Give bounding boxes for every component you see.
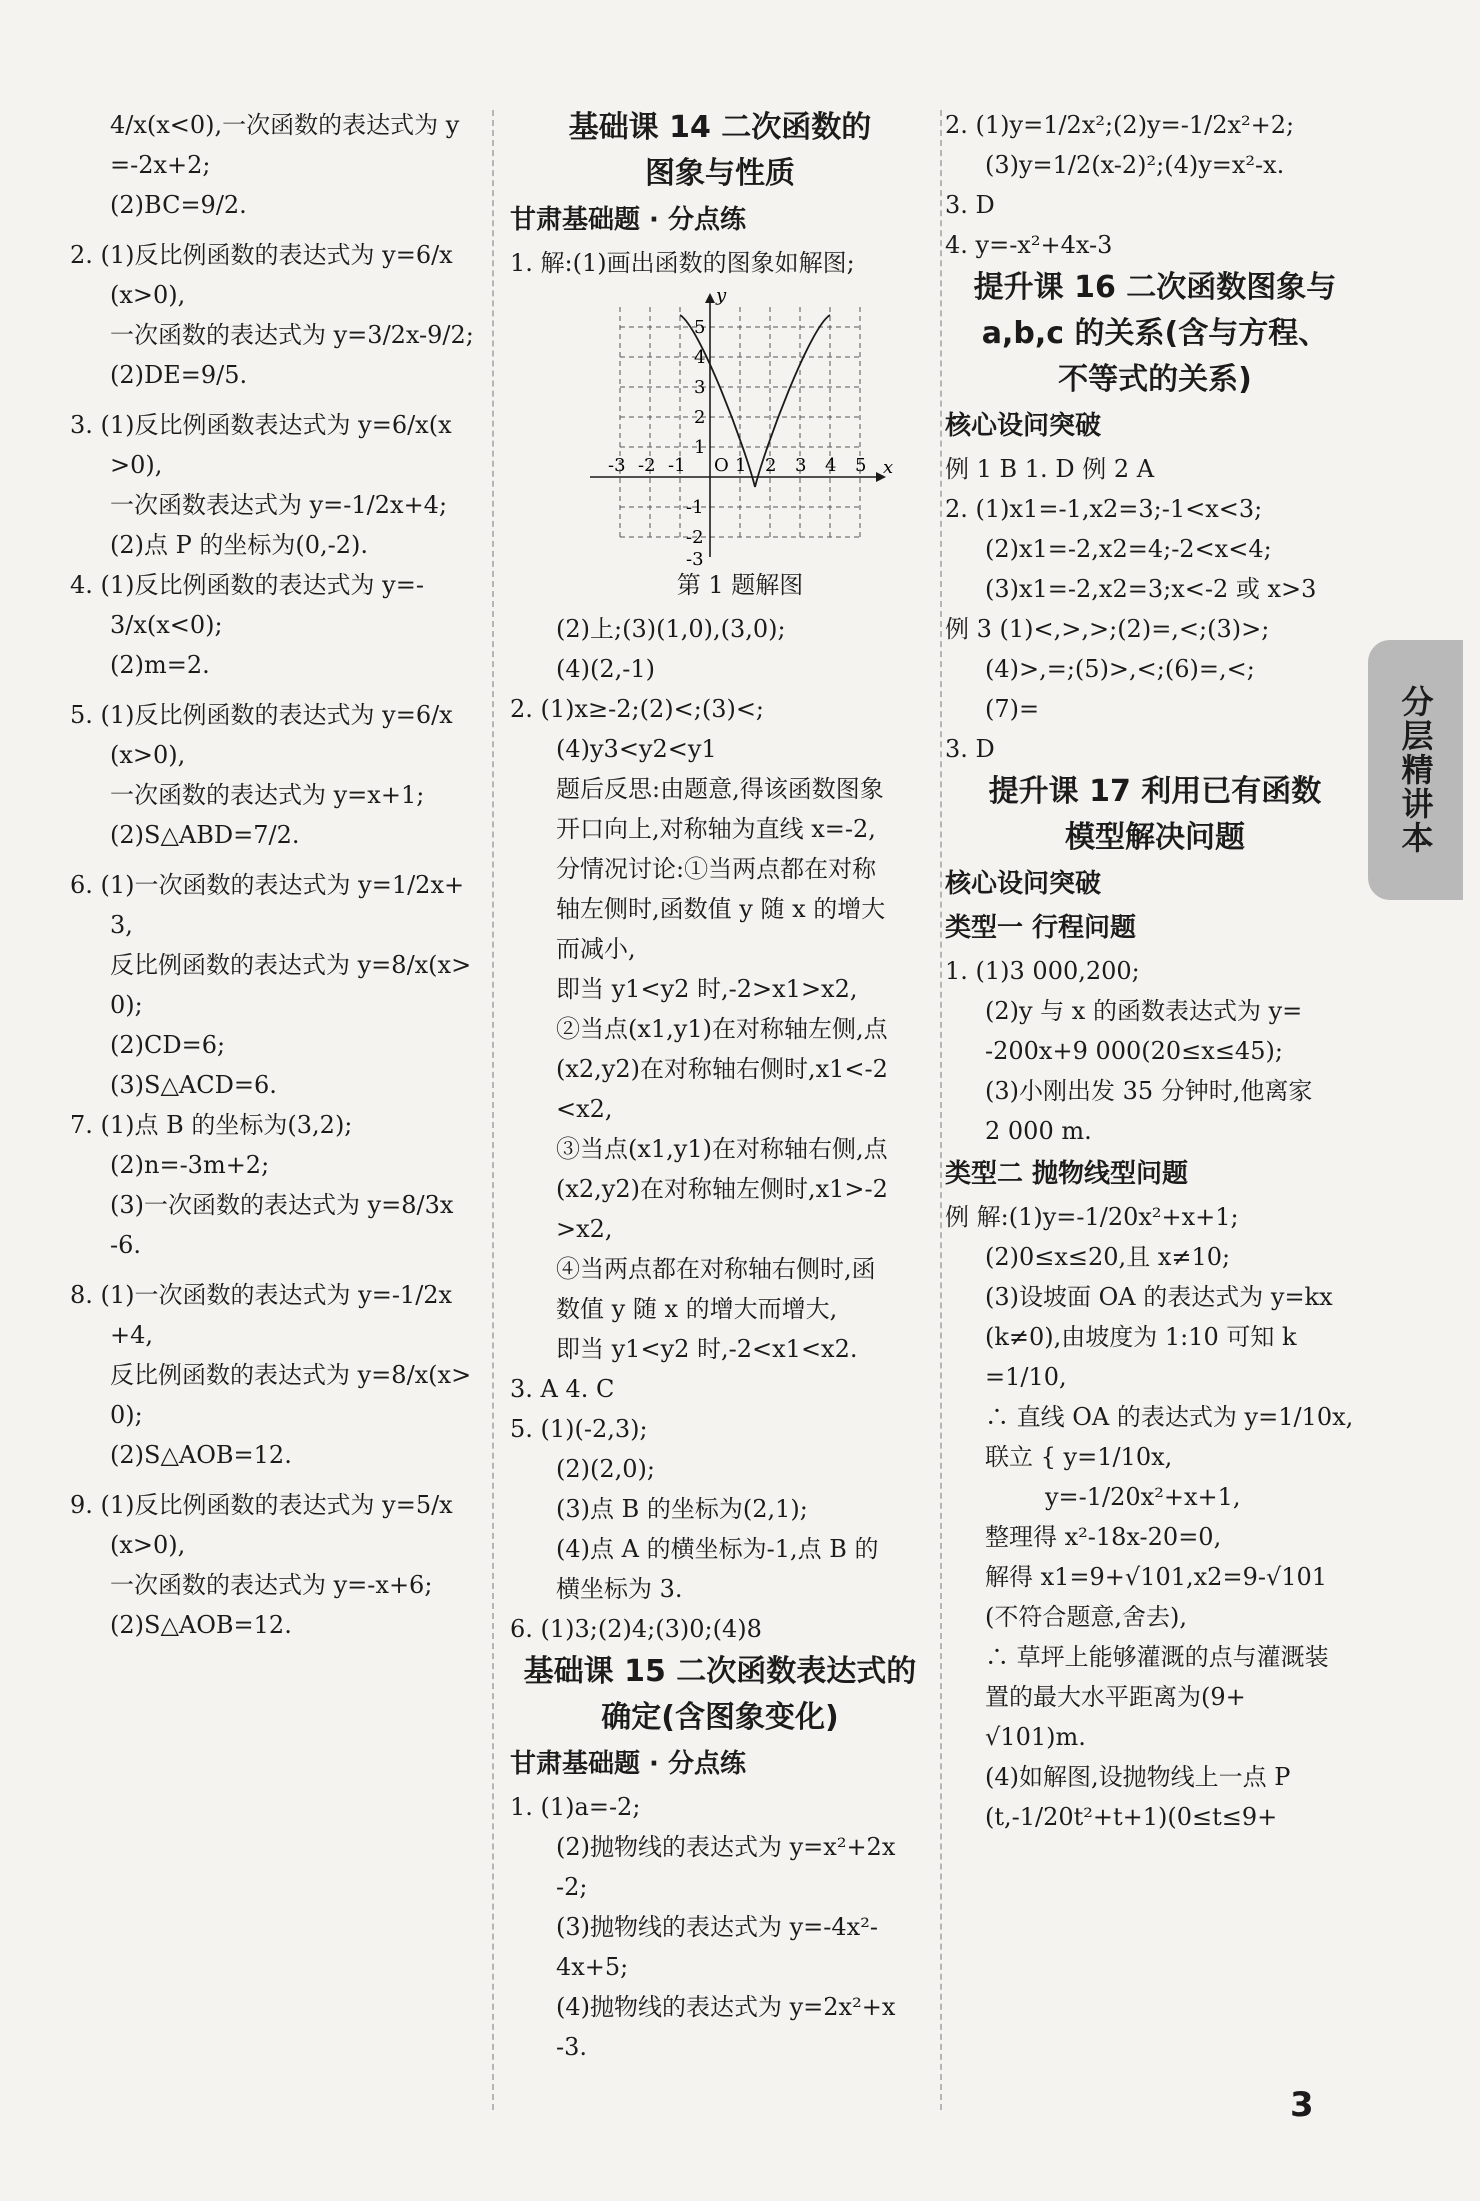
- answer-line: (2)CD=6;: [110, 1031, 226, 1059]
- answer-line: ④当两点都在对称轴右侧时,函: [556, 1255, 876, 1283]
- column-divider: [492, 110, 494, 2110]
- x-tick-label: 5: [855, 455, 867, 476]
- answer-line: (3)抛物线的表达式为 y=-4x²-: [556, 1913, 878, 1941]
- answer-line: 3/x(x<0);: [110, 611, 223, 639]
- answer-line: 例 1 B 1. D 例 2 A: [945, 455, 1155, 483]
- answer-line: (3)设坡面 OA 的表达式为 y=kx: [985, 1283, 1333, 1311]
- answer-line: 3,: [110, 911, 133, 939]
- answer-line: (2)S△AOB=12.: [110, 1611, 292, 1639]
- answer-line: (2)BC=9/2.: [110, 191, 247, 219]
- answer-line: (2)y 与 x 的函数表达式为 y=: [985, 997, 1303, 1025]
- answer-line: 5. (1)(-2,3);: [510, 1415, 648, 1443]
- y-tick-label: 2: [694, 407, 706, 428]
- answer-line: 6. (1)3;(2)4;(3)0;(4)8: [510, 1615, 762, 1643]
- answer-line: 8. (1)一次函数的表达式为 y=-1/2x: [70, 1281, 453, 1309]
- lesson-title: 模型解决问题: [1065, 820, 1245, 855]
- answer-line: 3. D: [945, 191, 995, 219]
- function-graph: [580, 287, 900, 603]
- x-tick-label: 2: [765, 455, 777, 476]
- answer-line: 0);: [110, 1401, 143, 1429]
- answer-line: -3.: [556, 2033, 588, 2061]
- column-1: [70, 105, 490, 1645]
- answer-line: (k≠0),由坡度为 1:10 可知 k: [985, 1323, 1297, 1351]
- answer-line: 9. (1)反比例函数的表达式为 y=5/x: [70, 1491, 453, 1519]
- graph-caption: 第 1 题解图: [676, 571, 804, 599]
- answer-line: 4x+5;: [556, 1953, 629, 1981]
- section-subtitle: 核心设问突破: [945, 411, 1102, 441]
- type-heading: 类型二 抛物线型问题: [945, 1159, 1189, 1189]
- answer-line: 5. (1)反比例函数的表达式为 y=6/x: [70, 701, 453, 729]
- answer-line: 7. (1)点 B 的坐标为(3,2);: [70, 1111, 353, 1139]
- x-tick-label: -2: [638, 455, 656, 476]
- x-tick-label: -3: [608, 455, 626, 476]
- lesson-title: 基础课 14 二次函数的: [568, 110, 872, 145]
- answer-line: (3)S△ACD=6.: [110, 1071, 277, 1099]
- side-tab-label: 分层精讲本: [1396, 685, 1435, 855]
- answer-line: (4)y3<y2<y1: [556, 735, 717, 763]
- answer-line: -2;: [556, 1873, 588, 1901]
- answer-line: 开口向上,对称轴为直线 x=-2,: [556, 815, 876, 843]
- answer-line: 横坐标为 3.: [556, 1575, 683, 1603]
- answer-line: -6.: [110, 1231, 142, 1259]
- answer-line: (4)(2,-1): [556, 655, 655, 683]
- answer-line: (4)如解图,设抛物线上一点 P: [985, 1763, 1291, 1791]
- answer-line: 3. (1)反比例函数表达式为 y=6/x(x: [70, 411, 452, 439]
- answer-line: 例 3 (1)<,>,>;(2)=,<;(3)>;: [945, 615, 1270, 643]
- answer-line: (x2,y2)在对称轴右侧时,x1<-2: [556, 1055, 888, 1083]
- answer-line: (不符合题意,舍去),: [985, 1603, 1187, 1631]
- answer-line: (7)=: [985, 695, 1040, 723]
- lesson-title: 图象与性质: [645, 156, 795, 191]
- answer-line: (2)DE=9/5.: [110, 361, 248, 389]
- answer-line: (2)m=2.: [110, 651, 210, 679]
- answer-line: 即当 y1<y2 时,-2<x1<x2.: [556, 1335, 858, 1363]
- answer-line: ③当点(x1,y1)在对称轴右侧,点: [556, 1135, 888, 1163]
- answer-line: =-2x+2;: [110, 151, 211, 179]
- answer-line: (x2,y2)在对称轴左侧时,x1>-2: [556, 1175, 888, 1203]
- y-axis-label: y: [716, 287, 727, 306]
- lesson-title: a,b,c 的关系(含与方程、: [981, 316, 1329, 351]
- column-3: [945, 105, 1365, 1837]
- answer-line: 6. (1)一次函数的表达式为 y=1/2x+: [70, 871, 465, 899]
- answer-line: (3)点 B 的坐标为(2,1);: [556, 1495, 808, 1523]
- answer-line: 2. (1)x1=-1,x2=3;-1<x<3;: [945, 495, 1263, 523]
- answer-line: 一次函数的表达式为 y=3/2x-9/2;: [110, 321, 474, 349]
- column-2: [510, 105, 930, 2067]
- answer-line: y=-1/20x²+x+1,: [1045, 1483, 1241, 1511]
- answer-line: <x2,: [556, 1095, 613, 1123]
- answer-line: 4. (1)反比例函数的表达式为 y=-: [70, 571, 424, 599]
- y-tick-label: -2: [686, 527, 704, 548]
- answer-line: -200x+9 000(20≤x≤45);: [985, 1037, 1283, 1065]
- answer-line: (4)>,=;(5)>,<;(6)=,<;: [985, 655, 1255, 683]
- answer-line: 置的最大水平距离为(9+: [985, 1683, 1246, 1711]
- answer-line: >x2,: [556, 1215, 613, 1243]
- answer-line: 1. (1)a=-2;: [510, 1793, 641, 1821]
- answer-line: √101)m.: [985, 1723, 1086, 1751]
- x-tick-label: 3: [795, 455, 807, 476]
- answer-line: =1/10,: [985, 1363, 1067, 1391]
- answer-line: (x>0),: [110, 281, 186, 309]
- answer-line: (3)小刚出发 35 分钟时,他离家: [985, 1077, 1313, 1105]
- answer-line: (t,-1/20t²+t+1)(0≤t≤9+: [985, 1803, 1278, 1831]
- answer-line: (2)x1=-2,x2=4;-2<x<4;: [985, 535, 1272, 563]
- grid: [620, 307, 860, 537]
- y-axis-arrow: [705, 293, 715, 303]
- answer-line: 4. y=-x²+4x-3: [945, 231, 1113, 259]
- type-heading: 类型一 行程问题: [945, 913, 1137, 943]
- lesson-title: 不等式的关系): [1058, 362, 1252, 397]
- x-tick-label: 1: [735, 455, 747, 476]
- answer-line: 轴左侧时,函数值 y 随 x 的增大: [556, 895, 886, 923]
- x-tick-label: -1: [668, 455, 686, 476]
- answer-line: +4,: [110, 1321, 154, 1349]
- answer-line: (2)抛物线的表达式为 y=x²+2x: [556, 1833, 896, 1861]
- section-subtitle: 甘肃基础题 · 分点练: [510, 1749, 746, 1779]
- origin-label: O: [714, 455, 729, 476]
- answer-line: (2)(2,0);: [556, 1455, 655, 1483]
- answer-line: 4/x(x<0),一次函数的表达式为 y: [110, 111, 460, 139]
- answer-line: 联立 { y=1/10x,: [985, 1443, 1173, 1471]
- answer-line: (2)S△AOB=12.: [110, 1441, 292, 1469]
- answer-line: (2)点 P 的坐标为(0,-2).: [110, 531, 369, 559]
- lesson-title: 基础课 15 二次函数表达式的: [523, 1654, 917, 1689]
- answer-line: 2. (1)反比例函数的表达式为 y=6/x: [70, 241, 453, 269]
- y-tick-label: 3: [694, 377, 706, 398]
- answer-line: 一次函数的表达式为 y=x+1;: [110, 781, 425, 809]
- y-tick-label: 4: [694, 347, 706, 368]
- y-tick-label: 1: [694, 437, 706, 458]
- answer-line: 2. (1)x≥-2;(2)<;(3)<;: [510, 695, 765, 723]
- answer-line: (2)S△ABD=7/2.: [110, 821, 300, 849]
- answer-line: (4)抛物线的表达式为 y=2x²+x: [556, 1993, 896, 2021]
- answer-line: (3)一次函数的表达式为 y=8/3x: [110, 1191, 454, 1219]
- answer-line: 题后反思:由题意,得该函数图象: [556, 775, 884, 803]
- answer-line: 一次函数的表达式为 y=-x+6;: [110, 1571, 433, 1599]
- answer-line: 3. D: [945, 735, 995, 763]
- answer-line: 整理得 x²-18x-20=0,: [985, 1523, 1222, 1551]
- answer-line: ②当点(x1,y1)在对称轴左侧,点: [556, 1015, 888, 1043]
- answer-line: 反比例函数的表达式为 y=8/x(x>: [110, 951, 472, 979]
- y-tick-label: -3: [686, 549, 704, 567]
- section-subtitle: 核心设问突破: [945, 869, 1102, 899]
- answer-line: (2)0≤x≤20,且 x≠10;: [985, 1243, 1231, 1271]
- x-axis-label: x: [883, 457, 894, 478]
- answer-line: (3)x1=-2,x2=3;x<-2 或 x>3: [985, 575, 1317, 603]
- answer-line: 0);: [110, 991, 143, 1019]
- answer-line: 2 000 m.: [985, 1117, 1092, 1145]
- parabola-graph-svg: [580, 287, 900, 567]
- answer-line: ∴ 直线 OA 的表达式为 y=1/10x,: [985, 1403, 1354, 1431]
- answer-line: (2)n=-3m+2;: [110, 1151, 270, 1179]
- answer-line: 而减小,: [556, 935, 636, 963]
- answer-line: 3. A 4. C: [510, 1375, 615, 1403]
- lesson-title: 提升课 16 二次函数图象与: [973, 270, 1337, 305]
- answer-line: (x>0),: [110, 1531, 186, 1559]
- y-tick-label: 5: [694, 317, 706, 338]
- answer-line: (x>0),: [110, 741, 186, 769]
- answer-line: (3)y=1/2(x-2)²;(4)y=x²-x.: [985, 151, 1285, 179]
- answer-line: 2. (1)y=1/2x²;(2)y=-1/2x²+2;: [945, 111, 1295, 139]
- section-subtitle: 甘肃基础题 · 分点练: [510, 205, 746, 235]
- lesson-title: 提升课 17 利用已有函数: [988, 774, 1322, 809]
- answer-line: 1. 解:(1)画出函数的图象如解图;: [510, 249, 855, 277]
- answer-line: 解得 x1=9+√101,x2=9-√101: [985, 1563, 1328, 1591]
- answer-line: (4)点 A 的横坐标为-1,点 B 的: [556, 1535, 879, 1563]
- answer-line: >0),: [110, 451, 163, 479]
- column-divider: [940, 110, 942, 2110]
- answer-line: 即当 y1<y2 时,-2>x1>x2,: [556, 975, 858, 1003]
- lesson-title: 确定(含图象变化): [601, 1700, 839, 1735]
- answer-line: 分情况讨论:①当两点都在对称: [556, 855, 877, 883]
- answer-line: 数值 y 随 x 的增大而增大,: [556, 1295, 838, 1323]
- page-number: 3: [1290, 2085, 1314, 2125]
- side-tab[interactable]: [1368, 640, 1463, 900]
- answer-line: 一次函数表达式为 y=-1/2x+4;: [110, 491, 448, 519]
- answer-line: 反比例函数的表达式为 y=8/x(x>: [110, 1361, 472, 1389]
- x-tick-label: 4: [825, 455, 837, 476]
- answer-line: 1. (1)3 000,200;: [945, 957, 1140, 985]
- answer-line: ∴ 草坪上能够灌溉的点与灌溉装: [985, 1643, 1329, 1671]
- y-tick-label: -1: [686, 497, 704, 518]
- answer-line: (2)上;(3)(1,0),(3,0);: [556, 615, 786, 643]
- answer-line: 例 解:(1)y=-1/20x²+x+1;: [945, 1203, 1239, 1231]
